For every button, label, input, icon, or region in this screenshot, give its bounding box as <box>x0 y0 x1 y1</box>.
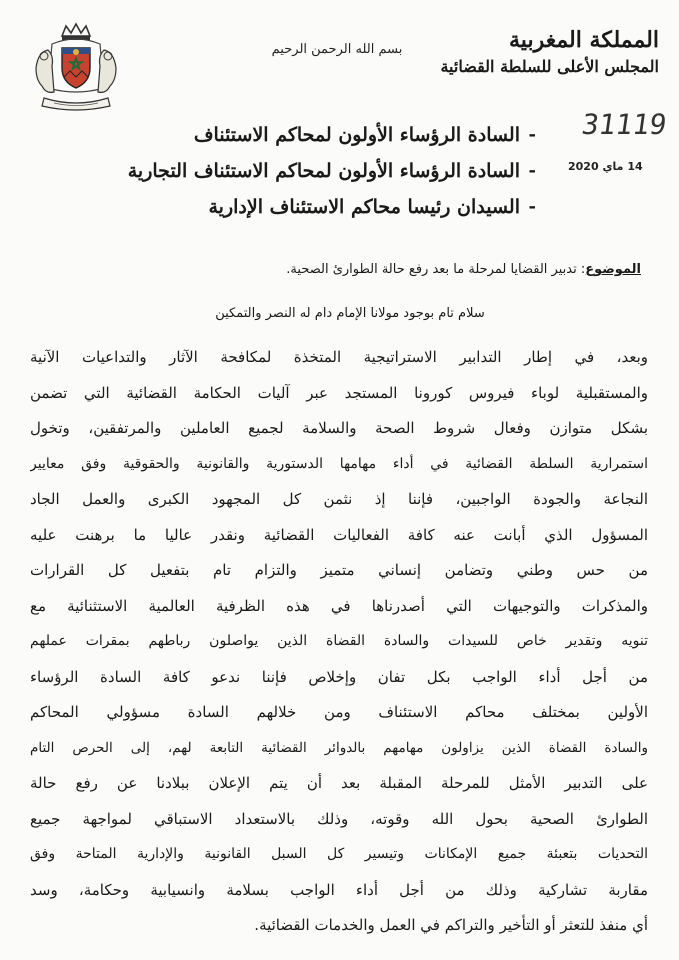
recipient-text: السيدان رئيسا محاكم الاستئناف الإدارية <box>208 196 520 218</box>
body-line: وبعد، في إطار التدابير الاستراتيجية المتخذة لمكافحة الآثار والتداعيات الآنية <box>30 348 648 366</box>
subject-line <box>81 262 641 277</box>
body-line: استمرارية السلطة القضائية في أداء مهامها الدستورية والقانونية والحقوقية وفق معايير <box>30 455 648 472</box>
list-dash: - <box>528 124 536 145</box>
subject-label: الموضوع <box>585 262 641 277</box>
body-line: من حس وطني وتضامن إنساني متميز والتزام تام بتفعيل كل القرارات <box>30 561 648 579</box>
reference-number: 31119 <box>579 108 669 141</box>
letter-date: 14 ماي 2020 <box>568 160 643 173</box>
royal-coat-of-arms-emblem <box>32 22 120 112</box>
body-line: والسادة القضاة الذين يزاولون مهامهم بالدوائر القضائية التابعة لهم، إلى الحرص التام <box>30 739 648 756</box>
body-line: المسؤول الذي أبانت عنه كافة الفعاليات القضائية ونقدر عاليا ما برهنت عليه <box>30 525 648 544</box>
body-line: الأولين بمختلف محاكم الاستئناف ومن خلالهم السادة مسؤولي المحاكم <box>30 703 648 721</box>
letter-body <box>30 340 648 944</box>
recipient-item <box>150 118 536 154</box>
body-line: الطوارئ الصحية بحول الله وقوته، وذلك بالاستعداد الاستباقي لمواجهة جميع <box>30 809 648 828</box>
list-dash: - <box>528 160 536 181</box>
recipient-text: السادة الرؤساء الأولون لمحاكم الاستئناف <box>193 124 520 146</box>
subject-text: : تدبير القضايا لمرحلة ما بعد رفع حالة الطوارئ الصحية. <box>286 262 586 277</box>
issuing-institution <box>409 26 659 80</box>
greeting: سلام تام بوجود مولانا الإمام دام له النصر والتمكين <box>215 306 485 321</box>
body-line: بشكل متوازن وفعال شروط الصحة والسلامة لجميع العاملين والمرتفقين، وتخول <box>30 419 648 437</box>
body-line: النجاعة والجودة الواجبين، فإننا إذ نثمن كل المجهود الكبرى والعمل الجاد <box>30 490 648 508</box>
list-dash: - <box>528 196 536 217</box>
body-line: مقاربة تشاركية وذلك من أجل أداء الواجب بسلامة وانسيابية وحكامة، وسد <box>30 880 648 899</box>
body-line: من أجل أداء الواجب بكل تفان وإخلاص فإننا ندعو كافة السادة الرؤساء <box>30 667 648 686</box>
body-line: التحديات بتعبئة جميع الإمكانات وتيسير كل السبل القانونية والإدارية المتاحة وفق <box>30 846 648 862</box>
body-line: أي منفذ للتعثر أو التأخير والتراكم في العمل والخدمات القضائية. <box>254 916 648 934</box>
council-name: المجلس الأعلى للسلطة القضائية <box>440 57 659 76</box>
body-line: والمذكرات والتوجيهات التي أصدرناها في هذه الظرفية العالمية الاستثنائية مع <box>30 596 648 615</box>
recipient-text: السادة الرؤساء الأولون لمحاكم الاستئناف التجارية <box>127 160 520 182</box>
recipients-list <box>127 118 536 226</box>
recipient-item <box>127 154 536 190</box>
recipient-item <box>150 190 536 226</box>
body-line: والمستقبلية لوباء فيروس كورونا المستجد عبر آليات الحكامة القضائية التي تضمن <box>30 383 648 402</box>
kingdom-name: المملكة المغربية <box>509 27 659 53</box>
body-line: على التدبير الأمثل للمرحلة المقبلة بعد أن يتم الإعلان ببلادنا عن رفع حالة <box>30 774 648 792</box>
basmala: بسم الله الرحمن الرحيم <box>271 42 403 57</box>
body-line: تنويه وتقدير خاص للسيدات والسادة القضاة الذين يواصلون رباطهم بمقرات عملهم <box>30 633 648 649</box>
